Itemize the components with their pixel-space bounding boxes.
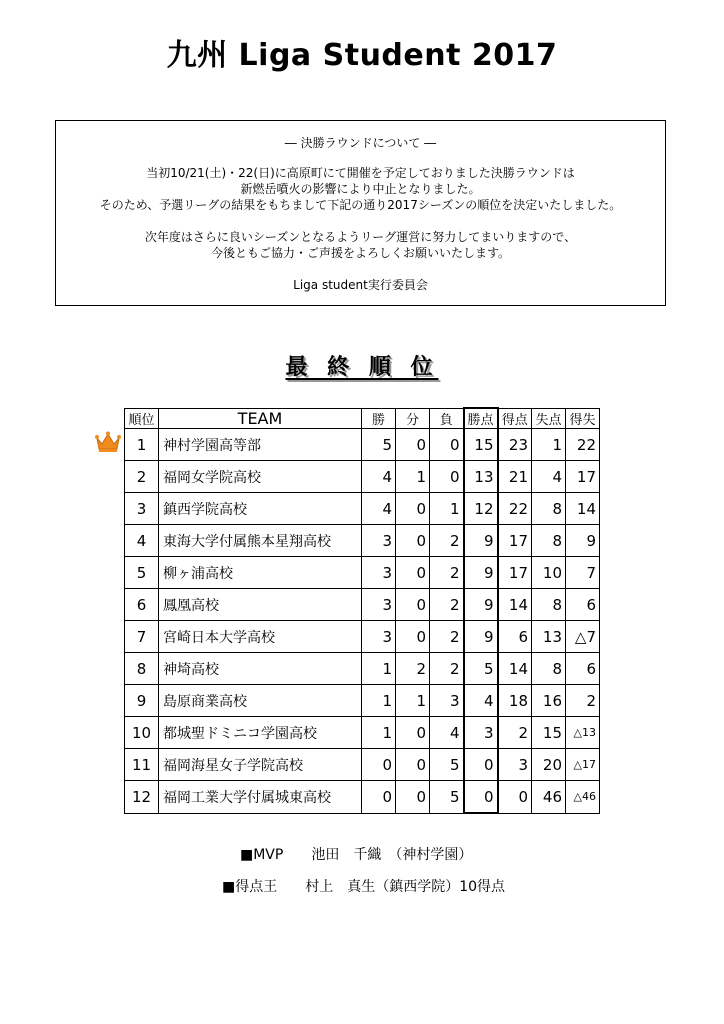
cell-draws: 0	[396, 781, 430, 814]
table-header-row	[125, 408, 600, 429]
cell-rank: 11	[125, 749, 159, 781]
cell-points: 15	[464, 429, 498, 461]
cell-goals-for: 21	[498, 461, 532, 493]
table-row	[125, 749, 600, 781]
cell-losses: 5	[430, 749, 464, 781]
cell-rank: 8	[125, 653, 159, 685]
cell-rank: 5	[125, 557, 159, 589]
table-row	[125, 589, 600, 621]
cell-points: 9	[464, 589, 498, 621]
cell-team: 神埼高校	[159, 653, 362, 685]
cell-team: 福岡海星女子学院高校	[159, 749, 362, 781]
cell-points: 9	[464, 557, 498, 589]
cell-points: 13	[464, 461, 498, 493]
cell-points: 5	[464, 653, 498, 685]
cell-goal-difference: 14	[566, 493, 600, 525]
cell-wins: 4	[362, 461, 396, 493]
cell-goal-difference: 17	[566, 461, 600, 493]
cell-goal-difference: △46	[566, 781, 600, 814]
cell-team: 鎮西学院高校	[159, 493, 362, 525]
column-header-goals-against: 失点	[532, 408, 566, 429]
cell-wins: 3	[362, 589, 396, 621]
cell-draws: 0	[396, 493, 430, 525]
cell-team: 福岡女学院高校	[159, 461, 362, 493]
cell-team: 鳳凰高校	[159, 589, 362, 621]
top-scorer-award: ■得点王 村上 真生（鎮西学院）10得点	[222, 879, 506, 895]
cell-goals-against: 8	[532, 589, 566, 621]
cell-goal-difference: 22	[566, 429, 600, 461]
cell-goals-for: 17	[498, 525, 532, 557]
cell-points: 12	[464, 493, 498, 525]
cell-losses: 1	[430, 493, 464, 525]
cell-goal-difference: △13	[566, 717, 600, 749]
cell-rank: 7	[125, 621, 159, 653]
column-header-goals-for: 得点	[498, 408, 532, 429]
cell-points: 4	[464, 685, 498, 717]
standings-table	[124, 407, 600, 814]
cell-rank: 1	[125, 429, 159, 461]
cell-points: 0	[464, 781, 498, 814]
table-row	[125, 717, 600, 749]
column-header-draws: 分	[396, 408, 430, 429]
cell-wins: 3	[362, 525, 396, 557]
cell-losses: 4	[430, 717, 464, 749]
cell-goals-for: 18	[498, 685, 532, 717]
cell-goals-against: 8	[532, 493, 566, 525]
cell-draws: 0	[396, 749, 430, 781]
cell-goals-against: 16	[532, 685, 566, 717]
cell-losses: 0	[430, 461, 464, 493]
cell-goals-for: 23	[498, 429, 532, 461]
table-row	[125, 461, 600, 493]
table-row	[125, 493, 600, 525]
cell-points: 3	[464, 717, 498, 749]
cell-draws: 0	[396, 525, 430, 557]
table-row	[125, 429, 600, 461]
cell-team: 柳ヶ浦高校	[159, 557, 362, 589]
cell-losses: 2	[430, 557, 464, 589]
cell-goals-for: 2	[498, 717, 532, 749]
cell-goal-difference: 2	[566, 685, 600, 717]
cell-losses: 2	[430, 525, 464, 557]
cell-goal-difference: △17	[566, 749, 600, 781]
cell-wins: 1	[362, 685, 396, 717]
notice-line: 当初10/21(土)・22(日)に高原町にて開催を予定しておりました決勝ラウンドは	[146, 166, 575, 180]
table-row	[125, 525, 600, 557]
cell-goals-against: 1	[532, 429, 566, 461]
cell-rank: 2	[125, 461, 159, 493]
cell-wins: 3	[362, 621, 396, 653]
cell-goal-difference: △7	[566, 621, 600, 653]
table-row	[125, 557, 600, 589]
ranking-heading: 最 終 順 位	[285, 355, 439, 380]
cell-goal-difference: 7	[566, 557, 600, 589]
cell-wins: 1	[362, 653, 396, 685]
notice-line: 新燃岳噴火の影響により中止となりました。	[240, 182, 481, 196]
table-row	[125, 685, 600, 717]
cell-draws: 0	[396, 621, 430, 653]
cell-points: 0	[464, 749, 498, 781]
cell-team: 都城聖ドミニコ学園高校	[159, 717, 362, 749]
cell-rank: 3	[125, 493, 159, 525]
cell-goals-for: 17	[498, 557, 532, 589]
table-row	[125, 653, 600, 685]
table-row	[125, 781, 600, 814]
cell-draws: 0	[396, 557, 430, 589]
cell-goal-difference: 6	[566, 589, 600, 621]
cell-rank: 9	[125, 685, 159, 717]
cell-goal-difference: 9	[566, 525, 600, 557]
column-header-wins: 勝	[362, 408, 396, 429]
cell-goal-difference: 6	[566, 653, 600, 685]
cell-goals-against: 20	[532, 749, 566, 781]
cell-losses: 2	[430, 621, 464, 653]
standings-body	[125, 429, 600, 814]
cell-goals-for: 14	[498, 653, 532, 685]
cell-losses: 0	[430, 429, 464, 461]
cell-goals-against: 46	[532, 781, 566, 814]
cell-losses: 2	[430, 589, 464, 621]
cell-losses: 5	[430, 781, 464, 814]
table-row	[125, 621, 600, 653]
notice-line: 今後ともご協力・ご声援をよろしくお願いいたします。	[210, 246, 511, 260]
column-header-points: 勝点	[464, 408, 498, 429]
cell-goals-for: 14	[498, 589, 532, 621]
cell-goals-against: 10	[532, 557, 566, 589]
cell-draws: 0	[396, 429, 430, 461]
cell-losses: 3	[430, 685, 464, 717]
cell-rank: 6	[125, 589, 159, 621]
cell-draws: 1	[396, 685, 430, 717]
notice-paragraph-2	[56, 229, 665, 261]
cell-draws: 1	[396, 461, 430, 493]
cell-goals-against: 4	[532, 461, 566, 493]
cell-goals-for: 6	[498, 621, 532, 653]
notice-heading: ― 決勝ラウンドについて ―	[284, 136, 437, 150]
cell-wins: 4	[362, 493, 396, 525]
mvp-award: ■MVP 池田 千織 （神村学園）	[240, 847, 473, 863]
cell-draws: 0	[396, 717, 430, 749]
cell-points: 9	[464, 621, 498, 653]
cell-team: 福岡工業大学付属城東高校	[159, 781, 362, 814]
cell-points: 9	[464, 525, 498, 557]
cell-wins: 0	[362, 749, 396, 781]
column-header-goal-difference: 得失	[566, 408, 600, 429]
cell-rank: 12	[125, 781, 159, 814]
cell-team: 神村学園高等部	[159, 429, 362, 461]
cell-goals-for: 3	[498, 749, 532, 781]
cell-rank: 10	[125, 717, 159, 749]
cell-goals-against: 8	[532, 525, 566, 557]
cell-draws: 2	[396, 653, 430, 685]
cell-goals-against: 8	[532, 653, 566, 685]
cell-goals-against: 15	[532, 717, 566, 749]
cell-team: 東海大学付属熊本星翔高校	[159, 525, 362, 557]
notice-line: 次年度はさらに良いシーズンとなるようリーグ運営に努力してまいりますので、	[144, 230, 577, 244]
cell-wins: 3	[362, 557, 396, 589]
cell-team: 島原商業高校	[159, 685, 362, 717]
cell-rank: 4	[125, 525, 159, 557]
cell-goals-for: 0	[498, 781, 532, 814]
page-title: 九州 Liga Student 2017	[166, 38, 558, 73]
crown-icon	[95, 431, 121, 453]
cell-goals-against: 13	[532, 621, 566, 653]
cell-losses: 2	[430, 653, 464, 685]
column-header-losses: 負	[430, 408, 464, 429]
cell-team: 宮崎日本大学高校	[159, 621, 362, 653]
cell-goals-for: 22	[498, 493, 532, 525]
cell-wins: 1	[362, 717, 396, 749]
notice-signature: Liga student実行委員会	[293, 278, 428, 292]
notice-box	[55, 120, 666, 306]
column-header-rank: 順位	[125, 408, 159, 429]
cell-wins: 5	[362, 429, 396, 461]
cell-wins: 0	[362, 781, 396, 814]
column-header-team: TEAM	[159, 408, 362, 429]
notice-line: そのため、予選リーグの結果をもちまして下記の通り2017シーズンの順位を決定いたしました。	[99, 198, 622, 212]
notice-paragraph-1	[56, 165, 665, 213]
cell-draws: 0	[396, 589, 430, 621]
